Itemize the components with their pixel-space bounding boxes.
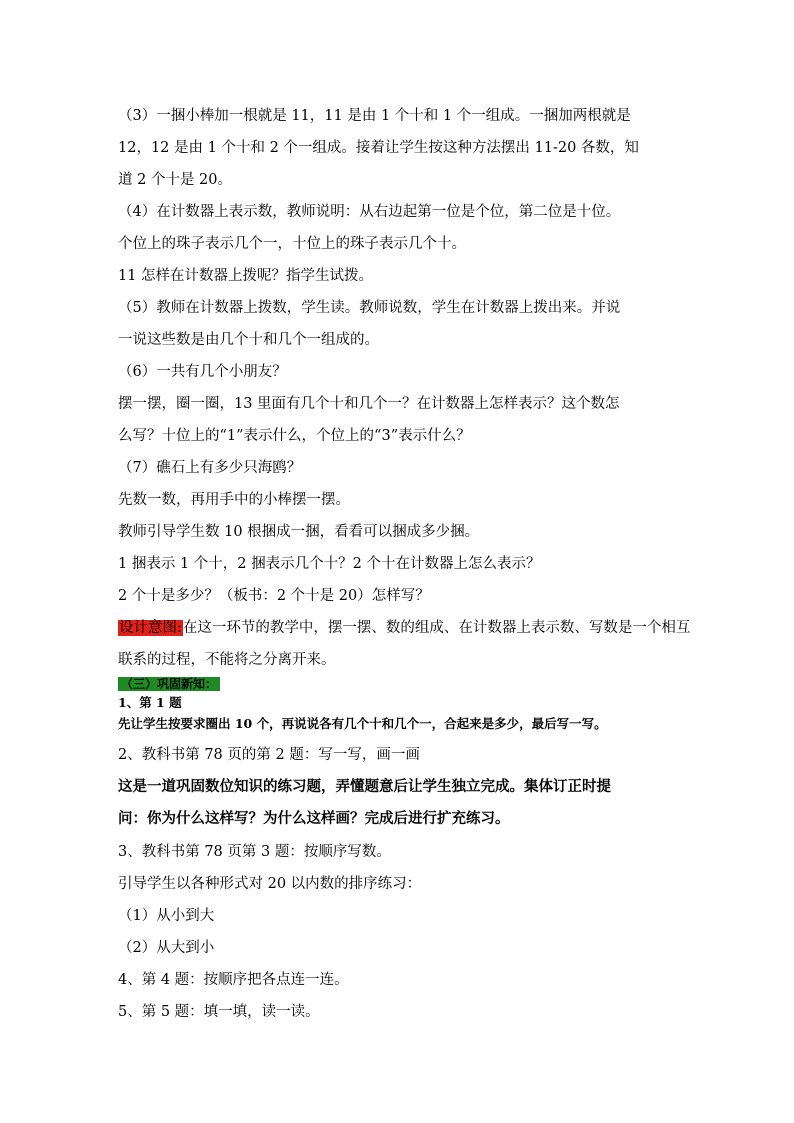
text-line: （6）一共有几个小朋友？ [118, 364, 287, 380]
text-line: 教师引导学生数 10 根捆成一捆，看看可以捆成多少捆。 [118, 524, 480, 540]
design-intent-text-2: 联系的过程，不能将之分离开来。 [118, 652, 336, 668]
question-3-item: （2）从大到小 [118, 940, 215, 956]
text-line: 1 捆表示 1 个十，2 捆表示几个十？2 个十在计数器上怎么表示？ [118, 556, 541, 572]
question-1-title: 1、第 1 题 [118, 695, 182, 710]
text-line: （7）礁石上有多少只海鸥？ [118, 460, 302, 476]
section-heading [118, 674, 688, 694]
question-3-line: 引导学生以各种形式对 20 以内数的排序练习： [118, 876, 422, 892]
text-line: 个位上的珠子表示几个一，十位上的珠子表示几个十。 [118, 236, 466, 252]
question-2-title: 2、教科书第 78 页的第 2 题：写一写，画一画 [118, 747, 420, 763]
section-heading-label: （三）巩固新知： [118, 677, 220, 691]
question-2-note-2: 问：你为什么这样写？为什么这样画？完成后进行扩充练习。 [118, 810, 510, 827]
text-line: 11 怎样在计数器上拨呢？指学生试拨。 [118, 268, 374, 284]
design-intent-label: 设计意图: [119, 620, 182, 636]
question-2-note-1: 这是一道巩固数位知识的练习题，弄懂题意后让学生独立完成。集体订正时提 [118, 778, 611, 795]
text-line: 2 个十是多少？（板书：2 个十是 20）怎样写？ [118, 588, 430, 604]
question-1-text: 先让学生按要求圈出 10 个，再说说各有几个十和几个一，合起来是多少，最后写一写。 [118, 716, 607, 731]
text-line: （3）一捆小棒加一根就是 11，11 是由 1 个十和 1 个一组成。一捆加两根就是 [118, 108, 631, 124]
text-line: 么写？十位上的“1”表示什么，个位上的“3”表示什么？ [118, 428, 471, 444]
design-intent-text: 在这一环节的教学中，摆一摆、数的组成、在计数器上表示数、写数是一个相互 [182, 620, 691, 636]
text-line: 道 2 个十是 20。 [118, 172, 233, 188]
text-line: （5）教师在计数器上拨数，学生读。教师说数，学生在计数器上拨出来。并说 [118, 300, 621, 316]
question-3-item: （1）从小到大 [118, 908, 215, 924]
text-line: 摆一摆，圈一圈，13 里面有几个十和几个一？在计数器上怎样表示？这个数怎 [118, 396, 620, 412]
text-line: 先数一数，再用手中的小棒摆一摆。 [118, 492, 350, 508]
text-line: （4）在计数器上表示数，教师说明：从右边起第一位是个位，第二位是十位。 [118, 204, 621, 220]
text-line: 一说这些数是由几个十和几个一组成的。 [118, 332, 379, 348]
question-4: 4、第 4 题：按顺序把各点连一连。 [118, 972, 349, 988]
question-5: 5、第 5 题：填一填，读一读。 [118, 1004, 320, 1020]
design-intent-line [118, 618, 691, 638]
question-3-title: 3、教科书第 78 页第 3 题：按顺序写数。 [118, 844, 391, 860]
text-line: 12，12 是由 1 个十和 2 个一组成。接着让学生按这种方法摆出 11-20 各数，知 [118, 140, 639, 156]
